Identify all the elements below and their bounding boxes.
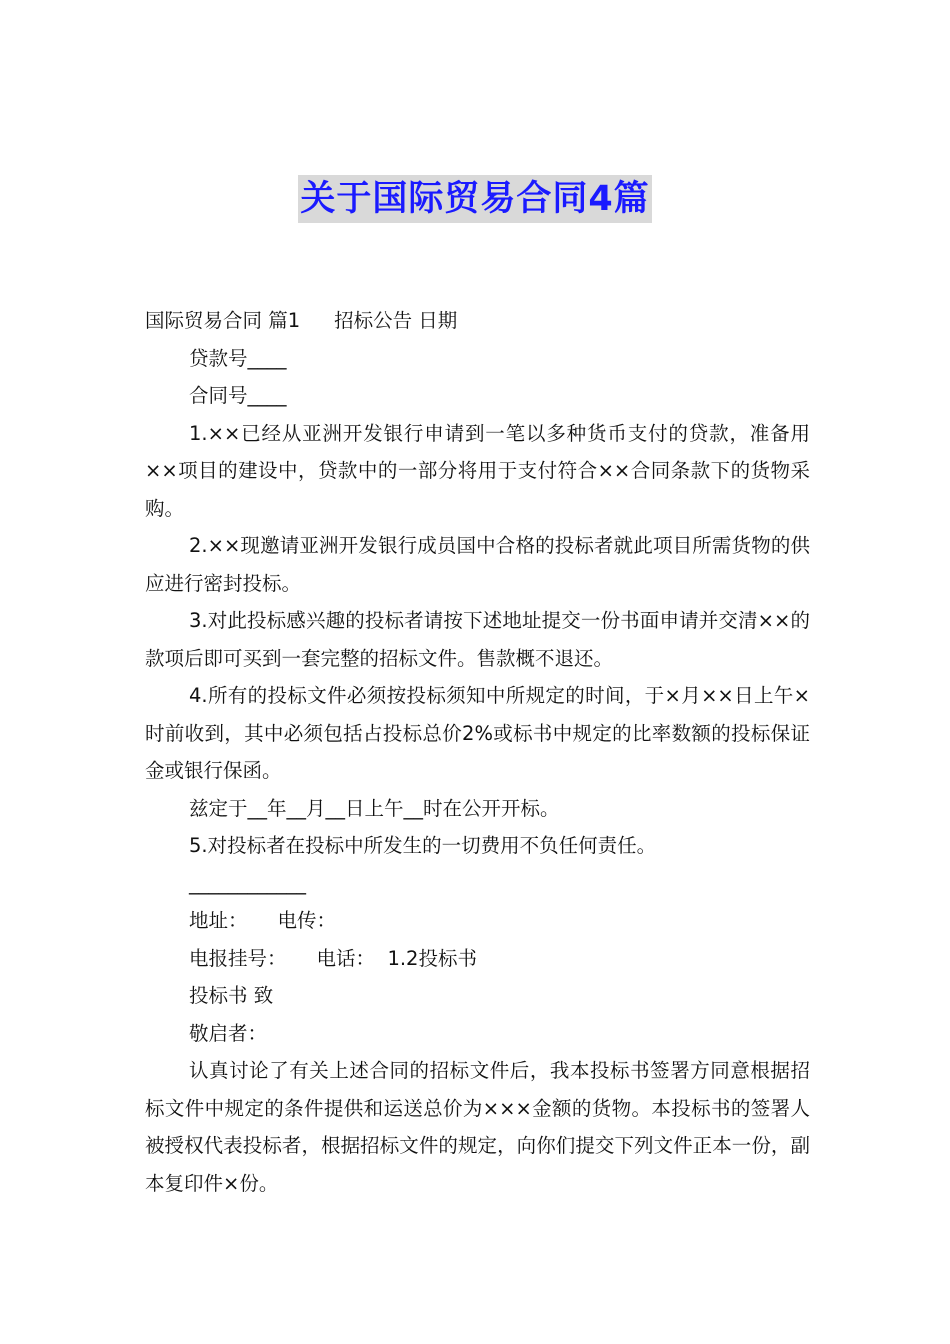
paragraph-2: 2.××现邀请亚洲开发银行成员国中合格的投标者就此项目所需货物的供应进行密封投标。 [145, 534, 810, 595]
paragraph-3: 3.对此投标感兴趣的投标者请按下述地址提交一份书面申请并交清××的款项后即可买到一套完整的招标文件。售款概不退还。 [145, 609, 810, 670]
document-title: 关于国际贸易合同4篇 [298, 175, 651, 223]
paragraph-4: 4.所有的投标文件必须按投标须知中所规定的时间，于×月××日上午×时前收到，其中必须包括占投标总价2%或标书中规定的比率数额的投标保证金或银行保函。 [145, 684, 810, 782]
cable-line [145, 940, 810, 978]
section-heading: 国际贸易合同 篇1 [145, 309, 301, 332]
address-label: 地址： [189, 909, 248, 932]
paragraph-1: 1.××已经从亚洲开发银行申请到一笔以多种货币支付的贷款，准备用××项目的建设中，贷款中的一部分将用于支付符合××合同条款下的货物采购。 [145, 421, 810, 520]
telex-label: 电传： [277, 909, 337, 932]
opening-time: 兹定于__年__月__日上午__时在公开开标。 [189, 796, 560, 820]
title-block [0, 175, 950, 223]
section-heading-line [145, 302, 810, 340]
tender-section-heading: 1.2投标书 [387, 946, 477, 970]
loan-number: 贷款号____ [189, 346, 287, 370]
notice-date-label: 招标公告 日期 [334, 309, 458, 332]
tender-to: 投标书 致 [189, 984, 274, 1007]
document-body [145, 302, 810, 1202]
salutation: 敬启者： [189, 1021, 268, 1045]
signature-line: ____________ [189, 871, 306, 895]
cable-label: 电报挂号： [189, 946, 287, 970]
address-line [145, 902, 810, 940]
paragraph-6: 认真讨论了有关上述合同的招标文件后，我本投标书签署方同意根据招标文件中规定的条件提供和运送总价为×××金额的货物。本投标书的签署人被授权代表投标者，根据招标文件的规定，向你们提交下列文件正本一份，副本复印件×份。 [145, 1059, 810, 1195]
contract-number: 合同号____ [189, 384, 287, 407]
phone-label: 电话： [316, 946, 376, 970]
paragraph-5: 5.对投标者在投标中所发生的一切费用不负任何责任。 [189, 834, 657, 857]
